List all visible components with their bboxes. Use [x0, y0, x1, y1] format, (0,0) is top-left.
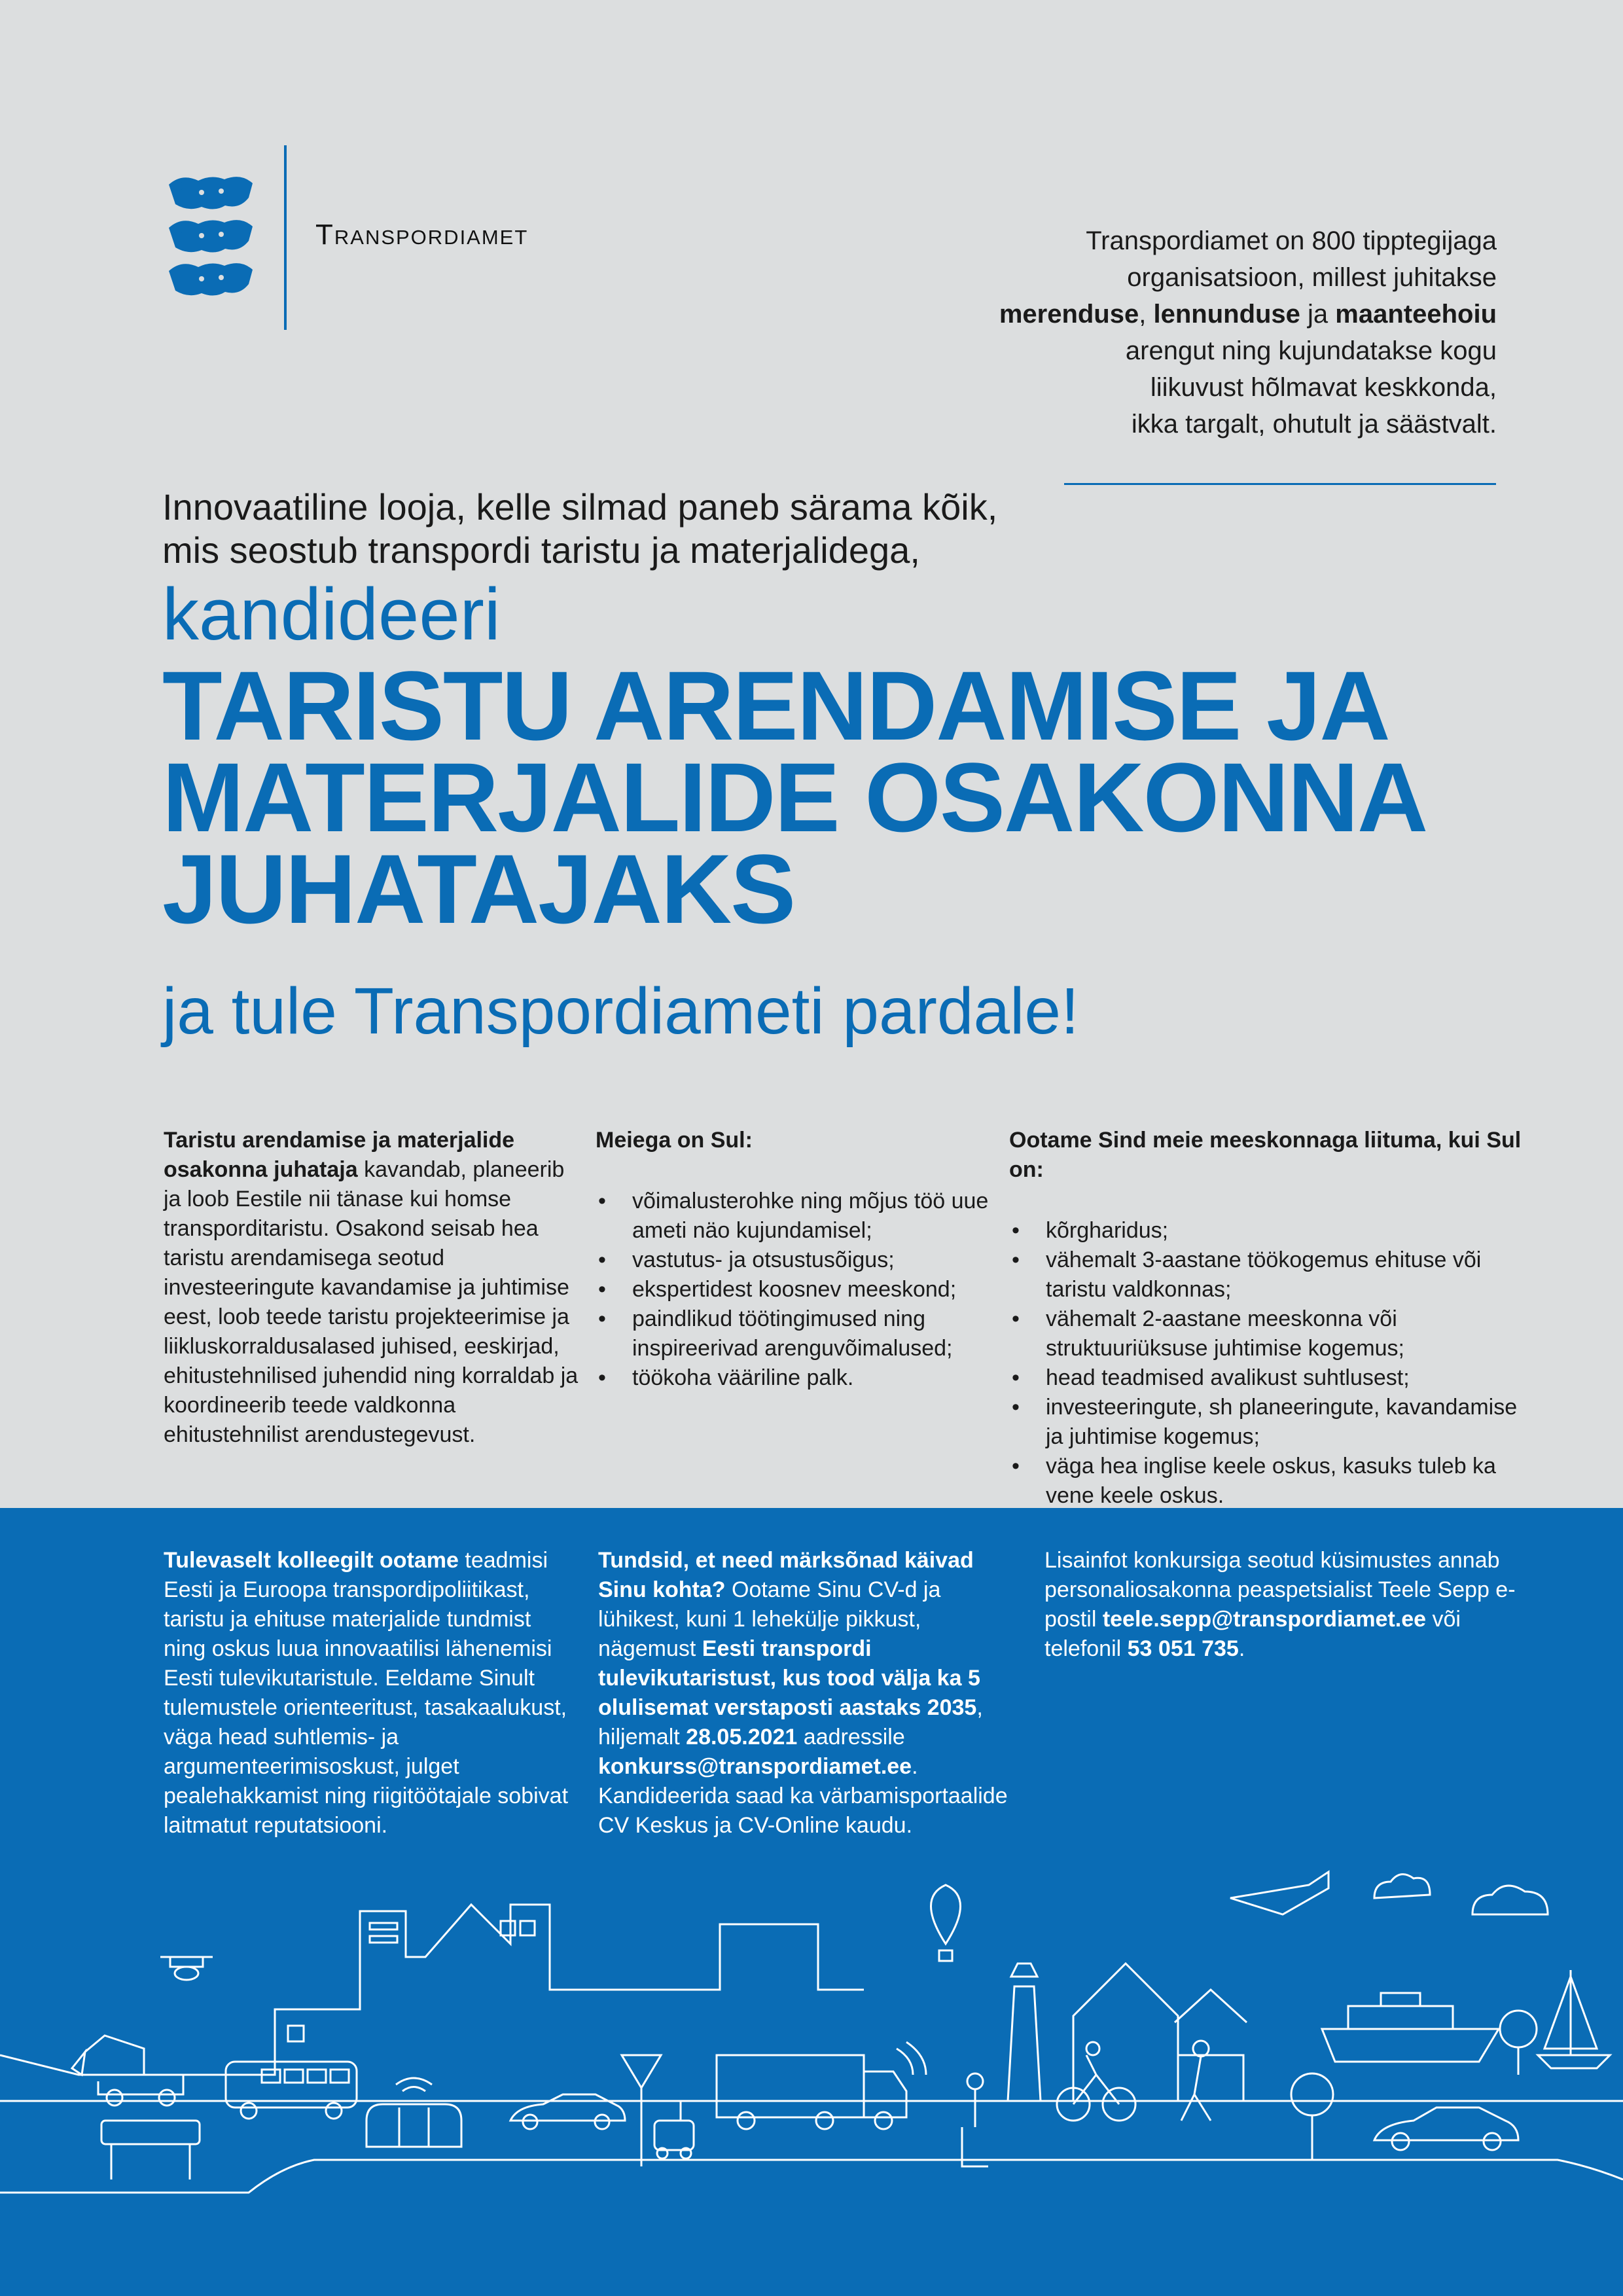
list-item: • vastutus- ja otsustusõigus;	[596, 1246, 1001, 1275]
apply-body: , hiljemalt	[598, 1695, 983, 1749]
apply-body: . Kandideerida saad ka värbamisportaalide CV Keskus ja CV-Online kaudu.	[598, 1754, 1008, 1838]
intro-line: liikuvust hõlmavat keskkonda,	[1150, 373, 1497, 402]
contact-email-link[interactable]: teele.sepp@transpordiamet.ee	[1102, 1607, 1427, 1632]
intro-sep: ,	[1139, 300, 1154, 329]
benefits-heading: Meiega on Sul:	[596, 1128, 753, 1153]
apply-email-link[interactable]: konkurss@transpordiamet.ee	[598, 1754, 912, 1779]
excavator-icon	[72, 2036, 183, 2106]
list-item: • väga hea inglise keele oskus, kasuks tuleb ka vene keele oskus.	[1009, 1452, 1533, 1511]
logo-divider	[284, 145, 287, 330]
three-lions-crest-icon	[162, 171, 258, 302]
job-description	[164, 1126, 582, 1450]
list-item: • ekspertidest koosnev meeskond;	[596, 1275, 1001, 1304]
benefits-list	[596, 1187, 1001, 1393]
autonomous-shuttle-icon	[366, 2078, 461, 2147]
expectations-body: teadmisi Eesti ja Euroopa transpordipoliitikast, taristu ja ehituse materjalide tundmist ning oskus luua innovaatilisi lähenemisi Eesti tulevikutaristule. Eeldame Sinult tulemustele orienteeritust, tasakaalukust, väga head suhtlemis- ja argumenteerimisoskust, julget pealehakkamist ning riigitöötajale sobivat laitmatut reputatsiooni.	[164, 1548, 569, 1838]
intro-divider	[1064, 483, 1496, 485]
apply-body: Ootame Sinu CV-d ja lühikest, kuni 1 lehekülje pikkust, nägemust	[598, 1577, 941, 1661]
intro-text	[908, 223, 1497, 442]
deadline-date: 28.05.2021	[686, 1725, 798, 1749]
contact-body: Lisainfot konkursiga seotud küsimustes annab personaliosakonna peaspetsialist Teele Sepp e-postil	[1044, 1548, 1516, 1632]
lighthouse-icon	[1008, 1964, 1041, 2101]
airplane-icon	[1230, 1872, 1329, 1914]
skyline-icon	[0, 1905, 864, 2075]
requirements-heading: Ootame Sind meie meeskonnaga liituma, kui Sul on:	[1009, 1128, 1522, 1182]
cyclist-icon	[1057, 2042, 1135, 2121]
list-item: • töökoha vääriline palk.	[596, 1363, 1001, 1393]
lead-text	[162, 486, 997, 572]
intro-bold: merenduse	[999, 300, 1139, 329]
city-transport-illustration	[0, 1859, 1623, 2199]
road-lines-icon	[0, 2101, 1623, 2193]
roadblock-icon	[101, 2121, 200, 2179]
intro-line: Transpordiamet on 800 tipptegijaga	[1086, 226, 1497, 255]
title-line: TARISTU ARENDAMISE JA	[162, 651, 1389, 761]
list-item: • investeeringute, sh planeeringute, kavandamise ja juhtimise kogemus;	[1009, 1393, 1533, 1452]
contact-body: .	[1238, 1636, 1245, 1661]
contact-text	[1044, 1546, 1516, 1664]
drone-icon	[160, 1957, 213, 1980]
expectations-text	[164, 1546, 569, 1840]
list-item: • vähemalt 2-aastane meeskonna või struktuuriüksuse juhtimise kogemus;	[1009, 1304, 1533, 1363]
requirements-column	[1009, 1126, 1533, 1511]
benefits-column	[596, 1126, 1001, 1393]
lead-line: Innovaatiline looja, kelle silmad paneb särama kõik,	[162, 486, 998, 528]
contact-body: või telefonil	[1044, 1607, 1461, 1661]
police-car-icon	[1374, 2108, 1518, 2150]
title-line: JUHATAJAKS	[162, 834, 795, 944]
intro-line: ikka targalt, ohutult ja säästvalt.	[1131, 410, 1497, 439]
list-item: • head teadmised avalikust suhtlusest;	[1009, 1363, 1533, 1393]
intro-line: arengut ning kujundatakse kogu	[1125, 336, 1497, 365]
list-item: • vähemalt 3-aastane töökogemus ehituse või taristu valdkonnas;	[1009, 1246, 1533, 1304]
scooter-rider-icon	[962, 2073, 988, 2166]
apply-bold: Eesti transpordi tulevikutaristust, kus tood välja ka 5 olulisemat verstaposti aastaks 2035	[598, 1636, 980, 1720]
expectations-bold: Tulevaselt kolleegilt ootame	[164, 1548, 459, 1573]
apply-word: kandideeri	[162, 573, 501, 655]
how-to-apply-text	[598, 1546, 1017, 1840]
intro-line: organisatsioon, millest juhitakse	[1127, 263, 1497, 292]
description-text: kavandab, planeerib ja loob Eestile nii tänase kui homse transporditaristu. Osakond seisab hea taristu arendamisega seotud investeeringute kavandamise ja juhtimise eest, loob teede taristu projekteerimise ja liikluskorraldusalased juhised, eeskirjad, ehitustehnilised juhendid ning korraldab ja koordineerib teede valdkonna ehitustehnilist arendustegevust.	[164, 1157, 579, 1447]
intro-bold: lennunduse	[1153, 300, 1300, 329]
intro-line	[908, 296, 1497, 332]
brand-name: Transpordiamet	[315, 219, 529, 251]
intro-bold: maanteehoiu	[1335, 300, 1497, 329]
ferry-icon	[1322, 1993, 1499, 2062]
apply-bold: Tundsid, et need märksõnad käivad Sinu kohta?	[598, 1548, 974, 1602]
tagline: ja tule Transpordiameti pardale!	[162, 975, 1079, 1048]
description-bold: Taristu arendamise ja materjalide osakonna juhataja	[164, 1128, 515, 1182]
intro-sep: ja	[1300, 300, 1336, 329]
cloud-icon	[1374, 1874, 1548, 1914]
list-item: • võimalusterohke ning mõjus töö uue ameti näo kujundamisel;	[596, 1187, 1001, 1246]
list-item: • kõrgharidus;	[1009, 1216, 1533, 1246]
job-title	[162, 651, 1602, 944]
hot-air-balloon-icon	[931, 1885, 961, 1961]
title-line: MATERJALIDE OSAKONNA	[162, 742, 1427, 852]
yield-sign-icon	[622, 2055, 661, 2166]
bus-icon	[226, 2062, 357, 2119]
contact-phone-link[interactable]: 53 051 735	[1127, 1636, 1239, 1661]
list-item: • paindlikud töötingimused ning inspireerivad arenguvõimalused;	[596, 1304, 1001, 1363]
requirements-list	[1009, 1216, 1533, 1511]
sailboat-icon	[1538, 1970, 1610, 2068]
delivery-robot-icon	[654, 2101, 694, 2159]
truck-icon	[717, 2042, 926, 2129]
apply-body: aadressile	[797, 1725, 905, 1749]
car-icon	[510, 2094, 625, 2129]
pedestrian-icon	[1181, 2041, 1211, 2121]
lead-line: mis seostub transpordi taristu ja materjalidega,	[162, 529, 920, 571]
